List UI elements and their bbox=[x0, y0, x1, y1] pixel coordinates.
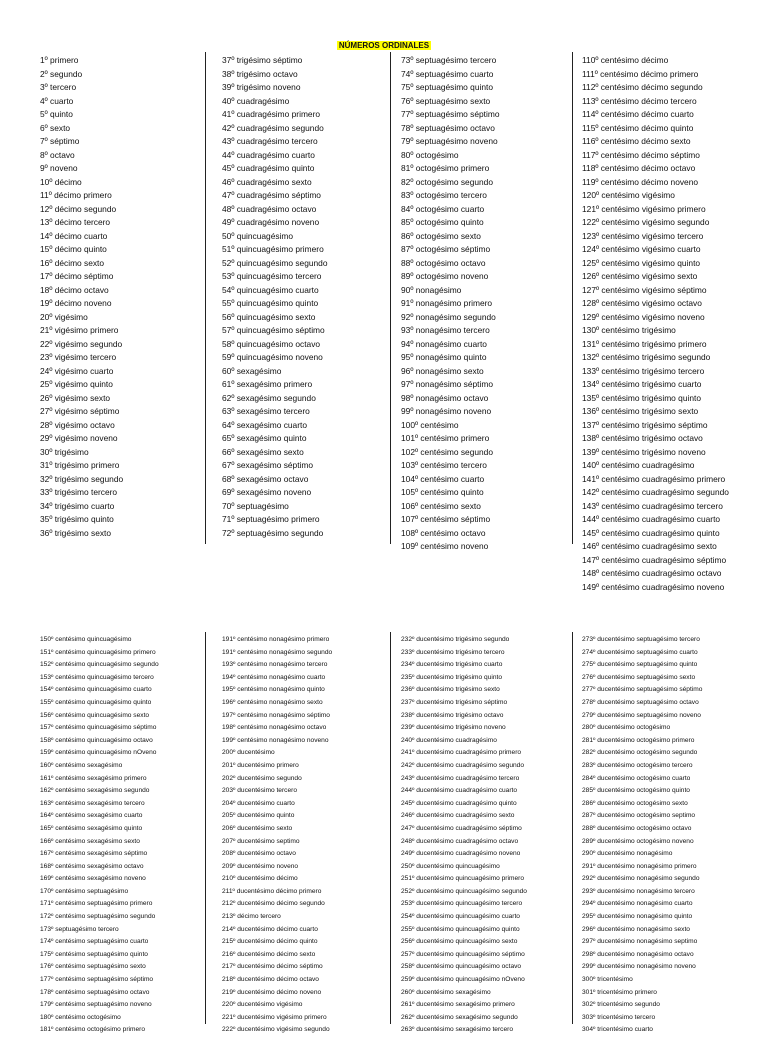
ordinal-entry: 221º ducentésimo vigésimo primero bbox=[222, 1013, 327, 1021]
ordinal-entry: 37º trigésimo séptimo bbox=[222, 55, 303, 65]
ordinal-entry: 4º cuarto bbox=[40, 95, 74, 106]
column-divider bbox=[205, 52, 206, 544]
ordinal-entry: 297º ducentésimo nonagésimo septimo bbox=[582, 938, 698, 946]
ordinal-entry: 33º trigésimo tercero bbox=[40, 487, 118, 497]
ordinal-entry: 172º centésimo septuagésimo segundo bbox=[40, 913, 156, 921]
ordinal-entry: 75º septuagésimo quinto bbox=[401, 82, 493, 92]
ordinal-entry: 18º décimo octavo bbox=[40, 284, 109, 295]
ordinal-entry: 169º centésimo sexagésimo noveno bbox=[40, 875, 146, 883]
ordinal-entry: 80º octogésimo bbox=[401, 149, 459, 160]
ordinal-entry: 42º cuadragésimo segundo bbox=[222, 122, 324, 133]
ordinal-entry: 141º centésimo cuadragésimo primero bbox=[582, 473, 726, 484]
ordinal-entry: 74º septuagésimo cuarto bbox=[401, 68, 494, 79]
ordinal-entry: 128º centésimo vigésimo octavo bbox=[582, 298, 702, 308]
ordinal-entry: 150º centésimo quincuagésimo bbox=[40, 636, 132, 643]
ordinal-entry: 302º tricentésimo segundo bbox=[582, 1001, 660, 1009]
ordinal-entry: 95º nonagésimo quinto bbox=[401, 352, 487, 362]
ordinal-entry: 107º centésimo séptimo bbox=[401, 514, 491, 524]
ordinal-entry: 175º centésimo septuagésimo quinto bbox=[40, 950, 148, 958]
ordinal-entry: 153º centésimo quincuagésimo tercero bbox=[40, 673, 154, 681]
ordinal-entry: 44º cuadragésimo cuarto bbox=[222, 149, 315, 160]
ordinal-entry: 68º sexagésimo octavo bbox=[222, 473, 309, 484]
ordinal-entry: 304º tricentésimo cuarto bbox=[582, 1026, 653, 1034]
ordinal-entry: 273º ducentésimo septuagésimo tercero bbox=[582, 636, 700, 643]
ordinal-entry: 290º ducentésimo nonagésimo bbox=[582, 850, 673, 858]
ordinal-entry: 38º trigésimo octavo bbox=[222, 68, 298, 79]
ordinal-entry: 161º centésimo sexagésimo primero bbox=[40, 774, 147, 782]
ordinal-entry: 275º ducentésimo septuagésimo quinto bbox=[582, 661, 698, 669]
ordinal-entry: 197º centésimo nonagésimo séptimo bbox=[222, 711, 330, 719]
ordinal-entry: 165º centésimo sexagésimo quinto bbox=[40, 824, 143, 832]
ordinal-entry: 262º ducentésimo sexagésimo segundo bbox=[401, 1013, 518, 1021]
ordinal-entry: 145º centésimo cuadragésimo quinto bbox=[582, 527, 720, 538]
ordinal-entry: 218º ducentésimo décimo octavo bbox=[222, 976, 319, 984]
ordinal-entry: 56º quincuagésimo sexto bbox=[222, 311, 316, 322]
ordinal-entry: 82º octogésimo segundo bbox=[401, 176, 493, 187]
ordinal-entry: 97º nonagésimo séptimo bbox=[401, 379, 493, 389]
ordinal-entry: 140º centésimo cuadragésimo bbox=[582, 460, 695, 470]
ordinal-entry: 69º sexagésimo noveno bbox=[222, 487, 312, 497]
ordinal-entry: 251º ducentésimo quincuagésimo primero bbox=[401, 875, 524, 883]
ordinal-entry: 6º sexto bbox=[40, 122, 71, 133]
ordinal-column-1 bbox=[40, 54, 202, 540]
ordinal-entry: 108º centésimo octavo bbox=[401, 527, 486, 538]
ordinal-entry: 87º octogésimo séptimo bbox=[401, 244, 491, 254]
ordinal-entry: 205º ducentésimo quinto bbox=[222, 812, 295, 820]
ordinal-entry: 127º centésimo vigésimo séptimo bbox=[582, 284, 707, 295]
ordinal-entry: 157º centésimo quincuagésimo séptimo bbox=[40, 724, 157, 732]
ordinal-entry: 166º centésimo sexagésimo sexto bbox=[40, 837, 140, 845]
ordinal-entry: 289º ducentésimo octogésimo noveno bbox=[582, 837, 694, 845]
ordinal-entry: 242º ducentésimo cuadragésimo segundo bbox=[401, 761, 525, 769]
ordinal-entry: 10º décimo bbox=[40, 176, 82, 187]
ordinal-entry: 19º décimo noveno bbox=[40, 298, 112, 308]
ordinal-entry: 102º centésimo segundo bbox=[401, 446, 493, 457]
ordinal-entry: 283º ducentésimo octogésimo tercero bbox=[582, 761, 693, 769]
ordinal-entry: 25º vigésimo quinto bbox=[40, 379, 113, 389]
ordinal-entry: 106º centésimo sexto bbox=[401, 500, 481, 511]
ordinal-entry: 60º sexagésimo bbox=[222, 365, 282, 376]
ordinal-entry: 263º ducentésimo sexagésimo tercero bbox=[401, 1026, 513, 1034]
ordinal-entry: 294º ducentésimo nonagésimo cuarto bbox=[582, 900, 693, 908]
ordinal-entry: 279º ducentésimo septuagésimo noveno bbox=[582, 711, 701, 719]
ordinal-entry: 114º centésimo décimo cuarto bbox=[582, 109, 694, 119]
ordinal-entry: 86º octogésimo sexto bbox=[401, 230, 481, 241]
ordinal-entry: 240º ducentésimo cuadragésimo bbox=[401, 736, 497, 744]
ordinal-entry: 209º ducentésimo noveno bbox=[222, 862, 299, 870]
ordinal-entry: 31º trigésimo primero bbox=[40, 460, 120, 470]
ordinal-entry: 119º centésimo décimo noveno bbox=[582, 176, 699, 187]
ordinal-entry: 118º centésimo décimo octavo bbox=[582, 163, 696, 173]
ordinal-entry: 72º septuagésimo segundo bbox=[222, 527, 324, 538]
ordinal-entry: 213º décimo tercero bbox=[222, 913, 281, 921]
ordinal-entry: 194º centésimo nonagésimo cuarto bbox=[222, 673, 326, 681]
ordinal-entry: 261º ducentésimo sexagésimo primero bbox=[401, 1001, 515, 1009]
ordinal-entry: 206º ducentésimo sexto bbox=[222, 824, 293, 832]
ordinal-entry: 202º ducentésimo segundo bbox=[222, 774, 302, 782]
ordinal-entry: 236º ducentésimo trigésimo sexto bbox=[401, 686, 500, 694]
ordinal-entry: 158º centésimo quincuagésimo octavo bbox=[40, 736, 153, 744]
ordinal-entry: 12º décimo segundo bbox=[40, 203, 117, 214]
ordinal-entry: 253º ducentésimo quincuagésimo tercero bbox=[401, 900, 523, 908]
ordinal-entry: 177º centésimo septuagésimo séptimo bbox=[40, 976, 154, 984]
ordinal-entry: 123º centésimo vigésimo tercero bbox=[582, 230, 704, 241]
ordinal-entry: 14º décimo cuarto bbox=[40, 230, 108, 241]
ordinal-entry: 180º centésimo octogésimo bbox=[40, 1013, 121, 1021]
ordinal-entry: 255º ducentésimo quincuagésimo quinto bbox=[401, 925, 520, 933]
ordinal-entry: 286º ducentésimo octogésimo sexto bbox=[582, 799, 688, 807]
ordinal-entry: 168º centésimo sexagésimo octavo bbox=[40, 862, 144, 870]
ordinal-entry: 52º quincuagésimo segundo bbox=[222, 257, 328, 268]
ordinal-entry: 252º ducentésimo quincuagésimo segundo bbox=[401, 887, 527, 895]
ordinal-entry: 247º ducentésimo cuadragésimo séptimo bbox=[401, 824, 522, 832]
ordinal-entry: 83º octogésimo tercero bbox=[401, 190, 487, 200]
ordinal-entry: 23º vigésimo tercero bbox=[40, 352, 117, 362]
ordinal-entry: 120º centésimo vigésimo bbox=[582, 190, 675, 200]
ordinal-entry: 126º centésimo vigésimo sexto bbox=[582, 271, 698, 281]
ordinal-entry: 51º quincuagésimo primero bbox=[222, 244, 324, 254]
ordinal-entry: 103º centésimo tercero bbox=[401, 460, 487, 470]
ordinal-entry: 46º cuadragésimo sexto bbox=[222, 176, 312, 187]
ordinal-entry: 199º centésimo nonagésimo noveno bbox=[222, 736, 329, 744]
ordinal-entry: 159º centésimo quincuagésimo nOveno bbox=[40, 749, 157, 757]
ordinal-entry: 191º centésimo nonagésimo primero bbox=[222, 636, 330, 643]
ordinal-entry: 99º nonagésimo noveno bbox=[401, 406, 492, 416]
ordinal-entry: 237º ducentésimo trigésimo séptimo bbox=[401, 698, 508, 706]
ordinal-entry: 234º ducentésimo trigésimo cuarto bbox=[401, 661, 503, 669]
ordinal-entry: 212º ducentésimo décimo segundo bbox=[222, 900, 325, 908]
ordinal-entry: 115º centésimo décimo quinto bbox=[582, 122, 694, 133]
ordinal-entry: 96º nonagésimo sexto bbox=[401, 365, 484, 376]
ordinal-entry: 104º centésimo cuarto bbox=[401, 473, 485, 484]
column-divider bbox=[572, 632, 573, 1024]
ordinal-entry: 63º sexagésimo tercero bbox=[222, 406, 310, 416]
ordinal-entry: 73º septuagésimo tercero bbox=[401, 55, 497, 65]
ordinal-entry: 296º ducentésimo nonagésimo sexto bbox=[582, 925, 690, 933]
ordinal-column-3 bbox=[401, 54, 569, 554]
ordinal-entry: 81º octogésimo primero bbox=[401, 163, 490, 173]
ordinal-entry: 78º septuagésimo octavo bbox=[401, 122, 495, 133]
ordinal-entry: 84º octogésimo cuarto bbox=[401, 203, 485, 214]
ordinal-entry: 149º centésimo cuadragésimo noveno bbox=[582, 581, 725, 592]
ordinal-entry: 138º centésimo trigésimo octavo bbox=[582, 433, 703, 443]
ordinal-entry: 20º vigésimo bbox=[40, 311, 88, 322]
ordinal-entry: 156º centésimo quincuagésimo sexto bbox=[40, 711, 150, 719]
ordinal-entry: 246º ducentésimo cuadragésimo sexto bbox=[401, 812, 515, 820]
ordinal-entry: 280º ducentésimo octogésimo bbox=[582, 724, 671, 732]
ordinal-entry: 164º centésimo sexagésimo cuarto bbox=[40, 812, 143, 820]
ordinal-entry: 49º cuadragésimo noveno bbox=[222, 217, 320, 227]
ordinal-entry: 61º sexagésimo primero bbox=[222, 379, 313, 389]
ordinal-entry: 220º ducentésimo vigésimo bbox=[222, 1001, 303, 1009]
ordinal-entry: 130º centésimo trigésimo bbox=[582, 325, 676, 335]
ordinal-entry: 85º octogésimo quinto bbox=[401, 217, 484, 227]
ordinal-entry: 28º vigésimo octavo bbox=[40, 419, 115, 430]
ordinal-entry: 176º centésimo septuagésimo sexto bbox=[40, 963, 146, 971]
ordinal-entry: 301º tricentésimo primero bbox=[582, 988, 657, 996]
ordinal-entry: 233º ducentésimo trigésimo tercero bbox=[401, 648, 505, 656]
ordinal-entry: 112º centésimo décimo segundo bbox=[582, 82, 703, 92]
ordinal-entry: 143º centésimo cuadragésimo tercero bbox=[582, 500, 723, 511]
ordinal-entry: 293º ducentésimo nonagésimo tercero bbox=[582, 887, 695, 895]
ordinal-entry: 111º centésimo décimo primero bbox=[582, 68, 699, 79]
ordinal-entry: 210º ducentésimo décimo bbox=[222, 875, 298, 883]
ordinal-entry: 174º centésimo septuagésimo cuarto bbox=[40, 938, 149, 946]
ordinal-entry: 1º primero bbox=[40, 55, 79, 65]
ordinal-entry: 129º centésimo vigésimo noveno bbox=[582, 311, 705, 322]
ordinal-entry: 284º ducentésimo octogésimo cuarto bbox=[582, 774, 691, 782]
ordinal-entry: 105º centésimo quinto bbox=[401, 487, 484, 497]
ordinal-entry: 154º centésimo quincuagésimo cuarto bbox=[40, 686, 152, 694]
ordinal-entry: 200º ducentésimo bbox=[222, 749, 275, 757]
ordinal-entry: 66º sexagésimo sexto bbox=[222, 446, 304, 457]
ordinal-entry: 219º ducentésimo décimo noveno bbox=[222, 988, 322, 996]
ordinal-entry: 53º quincuagésimo tercero bbox=[222, 271, 322, 281]
ordinal-entry: 79º septuagésimo noveno bbox=[401, 136, 498, 146]
ordinal-entry: 55º quincuagésimo quinto bbox=[222, 298, 319, 308]
ordinal-entry: 238º ducentésimo trigésimo octavo bbox=[401, 711, 504, 719]
ordinal-entry: 110º centésimo décimo bbox=[582, 55, 669, 65]
ordinal-entry: 201º ducentésimo primero bbox=[222, 761, 299, 769]
ordinal-entry: 278º ducentésimo septuagésimo octavo bbox=[582, 698, 699, 706]
ordinal-entry: 122º centésimo vigésimo segundo bbox=[582, 217, 710, 227]
ordinal-entry: 162º centésimo sexagésimo segundo bbox=[40, 787, 150, 795]
ordinal-entry: 30º trigésimo bbox=[40, 446, 89, 457]
ordinal-entry: 109º centésimo noveno bbox=[401, 541, 489, 551]
ordinal-entry: 50º quincuagésimo bbox=[222, 230, 294, 241]
ordinal-entry: 151º centésimo quincuagésimo primero bbox=[40, 648, 156, 656]
ordinal-entry: 67º sexagésimo séptimo bbox=[222, 460, 314, 470]
ordinal-entry: 89º octogésimo noveno bbox=[401, 271, 489, 281]
ordinal-entry: 100º centésimo bbox=[401, 419, 459, 430]
ordinal-entry: 217º ducentésimo décimo séptimo bbox=[222, 963, 323, 971]
ordinal-entry: 287º ducentésimo octogésimo septimo bbox=[582, 812, 696, 820]
ordinal-entry: 216º ducentésimo décimo sexto bbox=[222, 950, 316, 958]
ordinal-column-8 bbox=[582, 634, 766, 1037]
ordinal-entry: 65º sexagésimo quinto bbox=[222, 433, 307, 443]
ordinal-entry: 300º tricentésimo bbox=[582, 976, 633, 984]
ordinal-entry: 101º centésimo primero bbox=[401, 433, 490, 443]
ordinal-entry: 204º ducentésimo cuarto bbox=[222, 799, 295, 807]
ordinal-entry: 211º ducentésimo décimo primero bbox=[222, 887, 322, 895]
ordinal-entry: 5º quinto bbox=[40, 109, 73, 119]
ordinal-entry: 116º centésimo décimo sexto bbox=[582, 136, 691, 146]
ordinal-entry: 58º quincuagésimo octavo bbox=[222, 338, 321, 349]
ordinal-column-4 bbox=[582, 54, 766, 594]
ordinal-entry: 250º ducentésimo quincuagésimo bbox=[401, 862, 500, 870]
ordinal-entry: 76º septuagésimo sexto bbox=[401, 95, 491, 106]
ordinal-entry: 48º cuadragésimo octavo bbox=[222, 203, 317, 214]
ordinal-entry: 179º centésimo septuagésimo noveno bbox=[40, 1001, 152, 1009]
ordinal-entry: 45º cuadragésimo quinto bbox=[222, 163, 315, 173]
ordinal-entry: 34º trigésimo cuarto bbox=[40, 500, 115, 511]
ordinal-entry: 196º centésimo nonagésimo sexto bbox=[222, 698, 323, 706]
ordinal-entry: 285º ducentésimo octogésimo quinto bbox=[582, 787, 690, 795]
ordinal-entry: 178º centésimo septuagésimo octavo bbox=[40, 988, 150, 996]
ordinal-entry: 142º centésimo cuadragésimo segundo bbox=[582, 487, 729, 497]
ordinal-entry: 195º centésimo nonagésimo quinto bbox=[222, 686, 325, 694]
ordinal-entry: 207º ducentésimo septimo bbox=[222, 837, 300, 845]
ordinal-entry: 62º sexagésimo segundo bbox=[222, 392, 316, 403]
ordinal-entry: 288º ducentésimo octogésimo octavo bbox=[582, 824, 692, 832]
column-divider bbox=[572, 52, 573, 544]
ordinal-entry: 21º vigésimo primero bbox=[40, 325, 119, 335]
ordinal-entry: 24º vigésimo cuarto bbox=[40, 365, 114, 376]
ordinal-entry: 71º septuagésimo primero bbox=[222, 514, 320, 524]
ordinal-entry: 36º trigésimo sexto bbox=[40, 527, 112, 538]
ordinal-entry: 93º nonagésimo tercero bbox=[401, 325, 490, 335]
ordinal-entry: 7º séptimo bbox=[40, 136, 80, 146]
ordinal-entry: 137º centésimo trigésimo séptimo bbox=[582, 419, 708, 430]
ordinal-entry: 90º nonagésimo bbox=[401, 284, 462, 295]
ordinal-entry: 117º centésimo décimo séptimo bbox=[582, 149, 700, 160]
ordinal-entry: 254º ducentésimo quincuagésimo cuarto bbox=[401, 913, 520, 921]
ordinal-entry: 131º centésimo trigésimo primero bbox=[582, 338, 707, 349]
ordinal-entry: 170º centésimo septuagésimo bbox=[40, 887, 129, 895]
ordinal-entry: 152º centésimo quincuagésimo segundo bbox=[40, 661, 159, 669]
ordinal-entry: 144º centésimo cuadragésimo cuarto bbox=[582, 514, 721, 524]
ordinal-entry: 160º centésimo sexagésimo bbox=[40, 761, 123, 769]
ordinal-entry: 276º ducentésimo septuagésimo sexto bbox=[582, 673, 696, 681]
ordinal-entry: 299º ducentésimo nonagésimo noveno bbox=[582, 963, 696, 971]
column-divider bbox=[390, 52, 391, 544]
ordinal-entry: 39º trigésimo noveno bbox=[222, 82, 301, 92]
ordinal-entry: 282º ducentésimo octogésimo segundo bbox=[582, 749, 698, 757]
ordinal-entry: 198º centésimo nonagésimo octavo bbox=[222, 724, 327, 732]
ordinal-entry: 121º centésimo vigésimo primero bbox=[582, 203, 706, 214]
ordinal-entry: 298º ducentésimo nonagésimo octavo bbox=[582, 950, 694, 958]
ordinal-entry: 295º ducentésimo nonagésimo quinto bbox=[582, 913, 693, 921]
ordinal-entry: 134º centésimo trigésimo cuarto bbox=[582, 379, 702, 389]
ordinal-entry: 214º ducentésimo décimo cuarto bbox=[222, 925, 318, 933]
ordinal-entry: 124º centésimo vigésimo cuarto bbox=[582, 244, 701, 254]
ordinal-entry: 277º ducentésimo septuagésimo séptimo bbox=[582, 686, 703, 694]
ordinal-entry: 43º cuadragésimo tercero bbox=[222, 136, 318, 146]
ordinal-entry: 40º cuadragésimo bbox=[222, 95, 290, 106]
ordinal-entry: 146º centésimo cuadragésimo sexto bbox=[582, 541, 717, 551]
ordinal-entry: 15º décimo quinto bbox=[40, 244, 107, 254]
ordinal-entry: 9º noveno bbox=[40, 163, 78, 173]
ordinal-entry: 125º centésimo vigésimo quinto bbox=[582, 257, 701, 268]
ordinal-entry: 147º centésimo cuadragésimo séptimo bbox=[582, 554, 727, 565]
ordinal-entry: 155º centésimo quincuagésimo quinto bbox=[40, 698, 152, 706]
ordinal-entry: 245º ducentésimo cuadragésimo quinto bbox=[401, 799, 517, 807]
ordinal-entry: 257º ducentésimo quincuagésimo séptimo bbox=[401, 950, 525, 958]
ordinal-entry: 191º centésimo nonagésimo segundo bbox=[222, 648, 333, 656]
ordinal-entry: 167º centésimo sexagésimo séptimo bbox=[40, 850, 148, 858]
ordinal-entry: 256º ducentésimo quincuagésimo sexto bbox=[401, 938, 518, 946]
ordinal-entry: 26º vigésimo sexto bbox=[40, 392, 111, 403]
ordinal-entry: 113º centésimo décimo tercero bbox=[582, 95, 697, 106]
ordinal-entry: 281º ducentésimo octogésimo primero bbox=[582, 736, 695, 744]
ordinal-entry: 136º centésimo trigésimo sexto bbox=[582, 406, 699, 416]
page-title: NÚMEROS ORDINALES bbox=[338, 41, 430, 50]
ordinal-entry: 148º centésimo cuadragésimo octavo bbox=[582, 568, 722, 578]
ordinal-column-6 bbox=[222, 634, 388, 1037]
ordinal-entry: 59º quincuagésimo noveno bbox=[222, 352, 323, 362]
ordinal-entry: 13º décimo tercero bbox=[40, 217, 111, 227]
ordinal-entry: 92º nonagésimo segundo bbox=[401, 311, 496, 322]
ordinal-entry: 57º quincuagésimo séptimo bbox=[222, 325, 325, 335]
ordinal-entry: 291º ducentésimo nonagésimo primero bbox=[582, 862, 697, 870]
ordinal-entry: 77º septuagésimo séptimo bbox=[401, 109, 500, 119]
ordinal-entry: 215º ducentésimo décimo quinto bbox=[222, 938, 318, 946]
ordinal-entry: 11º décimo primero bbox=[40, 190, 112, 200]
ordinal-entry: 32º trigésimo segundo bbox=[40, 473, 124, 484]
ordinal-column-5 bbox=[40, 634, 202, 1037]
ordinal-entry: 8º octavo bbox=[40, 149, 75, 160]
ordinal-entry: 274º ducentésimo septuagésimo cuarto bbox=[582, 648, 698, 656]
ordinal-entry: 248º ducentésimo cuadragésimo octavo bbox=[401, 837, 519, 845]
ordinal-entry: 244º ducentésimo cuadragésimo cuarto bbox=[401, 787, 518, 795]
ordinal-entry: 139º centésimo trigésimo noveno bbox=[582, 446, 706, 457]
column-divider bbox=[390, 632, 391, 1024]
ordinal-entry: 181º centésimo octogésimo primero bbox=[40, 1026, 146, 1034]
ordinal-entry: 41º cuadragésimo primero bbox=[222, 109, 321, 119]
ordinal-entry: 249º ducentésimo cuadragésimo noveno bbox=[401, 850, 521, 858]
ordinal-entry: 193º centésimo nonagésimo tercero bbox=[222, 661, 328, 669]
ordinal-entry: 17º décimo séptimo bbox=[40, 271, 114, 281]
ordinal-entry: 16º décimo sexto bbox=[40, 257, 105, 268]
ordinal-entry: 88º octogésimo octavo bbox=[401, 257, 486, 268]
ordinal-entry: 163º centésimo sexagésimo tercero bbox=[40, 799, 145, 807]
ordinal-entry: 292º ducentésimo nonagésimo segundo bbox=[582, 875, 700, 883]
ordinal-entry: 29º vigésimo noveno bbox=[40, 433, 118, 443]
ordinal-entry: 243º ducentésimo cuadragésimo tercero bbox=[401, 774, 520, 782]
ordinal-entry: 133º centésimo trigésimo tercero bbox=[582, 365, 705, 376]
ordinal-entry: 98º nonagésimo octavo bbox=[401, 392, 489, 403]
ordinal-entry: 258º ducentésimo quincuagésimo octavo bbox=[401, 963, 522, 971]
ordinal-entry: 239º ducentésimo trigésimo noveno bbox=[401, 724, 506, 732]
ordinal-entry: 47º cuadragésimo séptimo bbox=[222, 190, 321, 200]
ordinal-entry: 171º centésimo septuagésimo primero bbox=[40, 900, 153, 908]
ordinal-entry: 232º ducentésimo trigésimo segundo bbox=[401, 636, 510, 643]
ordinal-entry: 241º ducentésimo cuadragésimo primero bbox=[401, 749, 522, 757]
ordinal-entry: 91º nonagésimo primero bbox=[401, 298, 493, 308]
ordinal-column-2 bbox=[222, 54, 388, 540]
ordinal-entry: 203º ducentésimo tercero bbox=[222, 787, 297, 795]
ordinal-entry: 260º ducentésimo sexagésimo bbox=[401, 988, 491, 996]
ordinal-entry: 135º centésimo trigésimo quinto bbox=[582, 392, 701, 403]
ordinal-entry: 35º trigésimo quinto bbox=[40, 514, 114, 524]
ordinal-entry: 222º ducentésimo vigésimo segundo bbox=[222, 1026, 330, 1034]
ordinal-entry: 27º vigésimo séptimo bbox=[40, 406, 120, 416]
ordinal-entry: 94º nonagésimo cuarto bbox=[401, 338, 487, 349]
ordinal-entry: 70º septuagésimo bbox=[222, 500, 289, 511]
ordinal-entry: 235º ducentésimo trigésimo quinto bbox=[401, 673, 503, 681]
ordinal-entry: 64º sexagésimo cuarto bbox=[222, 419, 307, 430]
ordinal-entry: 173º septuagésimo tercero bbox=[40, 925, 119, 933]
ordinal-entry: 54º quincuagésimo cuarto bbox=[222, 284, 319, 295]
ordinal-entry: 2º segundo bbox=[40, 68, 83, 79]
column-divider bbox=[205, 632, 206, 1024]
ordinal-entry: 22º vigésimo segundo bbox=[40, 338, 123, 349]
ordinal-entry: 303º tricentésimo tercero bbox=[582, 1013, 656, 1021]
ordinal-entry: 3º tercero bbox=[40, 82, 77, 92]
ordinal-entry: 132º centésimo trigésimo segundo bbox=[582, 352, 711, 362]
ordinal-entry: 259º ducentésimo quincuagésimo nOveno bbox=[401, 976, 525, 984]
ordinal-entry: 208º ducentésimo octavo bbox=[222, 850, 296, 858]
ordinal-column-7 bbox=[401, 634, 569, 1037]
